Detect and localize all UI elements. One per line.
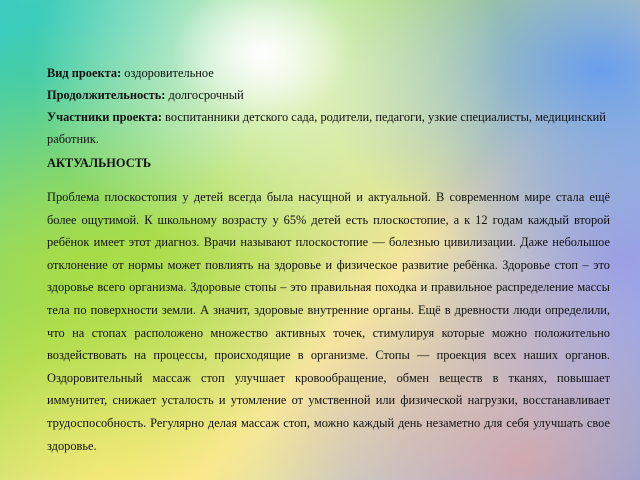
project-type-label: Вид проекта: xyxy=(47,66,122,80)
project-type-line xyxy=(47,62,610,84)
participants-label: Участники проекта: xyxy=(47,110,162,124)
duration-label: Продолжительность: xyxy=(47,88,166,102)
participants-value: воспитанники детского сада, родители, педагоги, узкие специалисты, медицинский работник. xyxy=(47,110,606,146)
section-heading: АКТУАЛЬНОСТЬ xyxy=(47,156,152,170)
slide-content xyxy=(47,62,610,457)
project-type-value: оздоровительное xyxy=(121,66,214,80)
participants-line xyxy=(47,106,610,150)
body-paragraph: Проблема плоскостопия у детей всегда была насущной и актуальной. В современном мире стала ещё более ощутимой. К школьному возрасту у 65% детей есть плоскостопие, а к 12 годам каждый второй ребёнок имеет этот диагноз. Врачи называют плоскостопие — болезнью цивилизации. Даже небольшое отклонение от нормы может повлиять на здоровье и физическое развитие ребёнка. Здоровье стоп – это здоровье всего организма. Здоровые стопы – это правильная походка и правильное распределение массы тела по поверхности земли. А значит, здоровые внутренние органы. Ещё в древности люди определили, что на стопах расположено множество активных точек, стимулируя которые можно положительно воздействовать на процессы, происходящие в организме. Стопы — проекция всех наших органов. Оздоровительный массаж стоп улучшает кровообращение, обмен веществ в тканях, повышает иммунитет, снижает усталость и утомление от умственной или физической нагрузки, восстанавливает трудоспособность. Регулярно делая массаж стоп, можно каждый день незаметно для себя улучшать свое здоровье. xyxy=(47,190,610,453)
duration-line xyxy=(47,84,610,106)
duration-value: долгосрочный xyxy=(165,88,244,102)
